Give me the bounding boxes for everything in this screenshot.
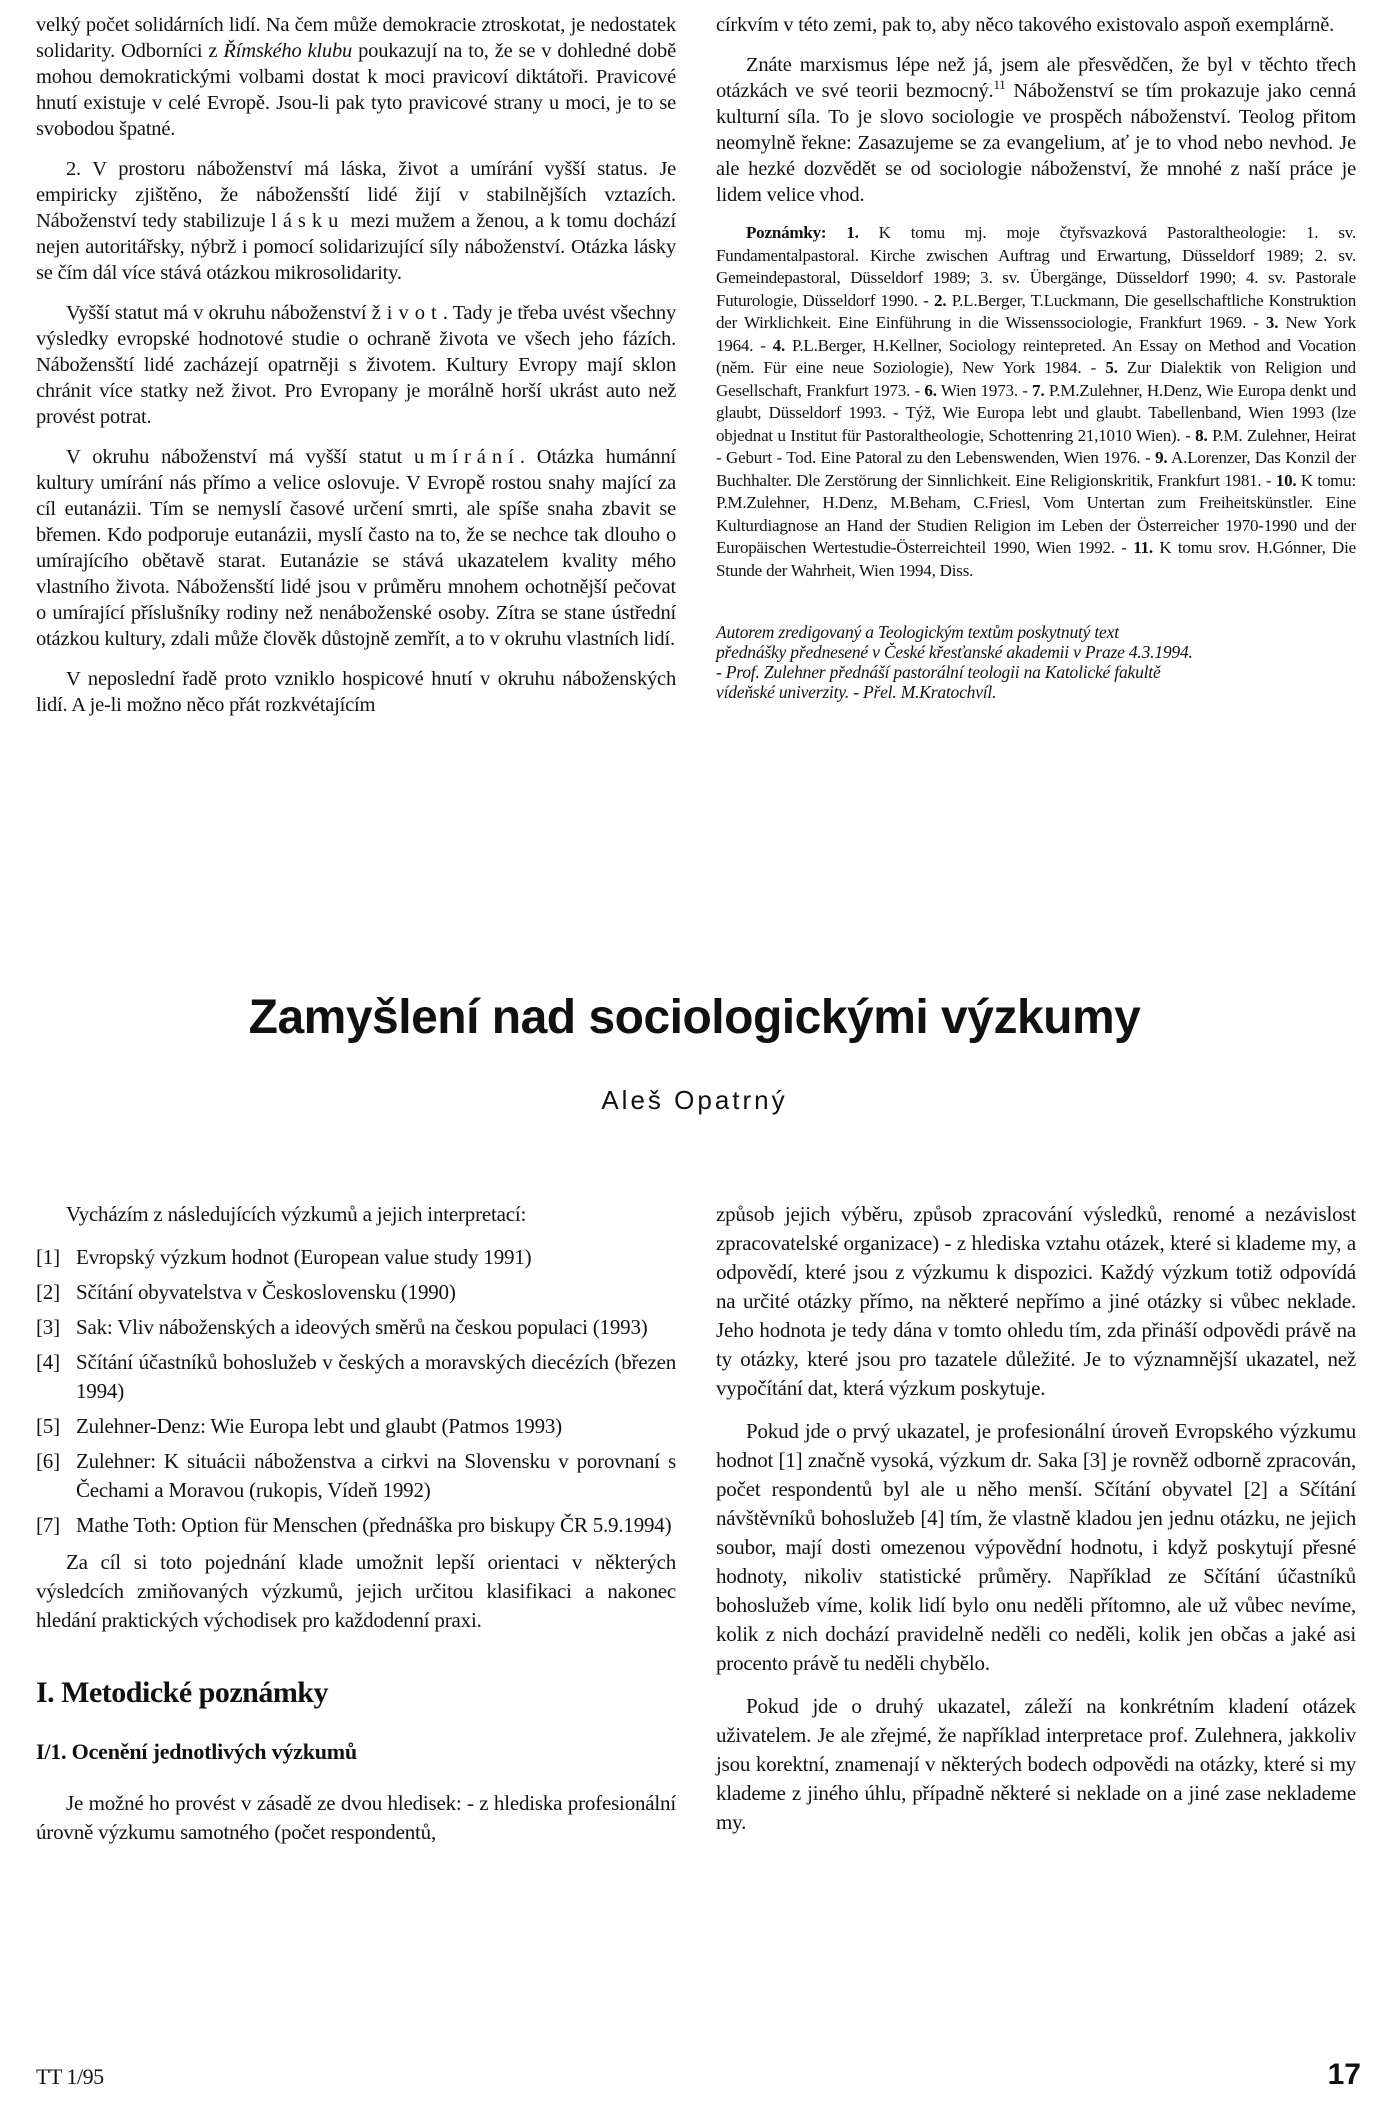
paragraph	[716, 52, 1356, 208]
bold-text: 6.	[924, 380, 937, 400]
credit-line: Autorem zredigovaný a Teologickým textům poskytnutý text	[716, 622, 1119, 642]
text-run: . Tady je třeba uvést všechny výsledky evropské hodnotové studie o ochraně života ve všech jeho fázích. Nábožensští lidé zacházejí opatrněji s životem. Kultury Evropy mají sklon chránit více statky než život. Pro Evropany je morálně horší ukrást auto než provést potrat.	[36, 302, 677, 428]
italic-text: Římského klubu	[223, 40, 353, 62]
previous-article-paragraphs	[716, 12, 1356, 208]
footnotes	[716, 222, 1356, 582]
text-run: Náboženství se tím prokazuje jako cenná kulturní síla. To je slovo sociologie ve prospěch náboženství. Teolog přitom neomylně řekne: Zasazujeme se za evangelium, ať je to vhod nebo nevhod. Je ale hezké dozvědět se od sociologie náboženství, že mnohé z naší práce je lidem velice vhod.	[716, 80, 1356, 206]
footnote-marker: 11	[993, 77, 1006, 92]
text-run: V neposlední řadě proto vzniklo hospicové hnutí v okruhu náboženských lidí. A je-li možno něco přát rozkvétajícím	[36, 668, 676, 716]
reference-text: Zulehner-Denz: Wie Europa lebt und glaubt (Patmos 1993)	[76, 1414, 562, 1438]
note-text: K tomu: P.M.Zulehner, H.Denz, M.Beham, C.Friesl, Vom Untertan zum Freiheitskünstler. Eine Kulturdiagnose an Hand der Studien Religion im Leben der Österreicher 1970-1990 und der Europäischen Wertestudie-Österreichteil 1990, Wien 1992. -	[716, 470, 1356, 557]
reference-number: [5]	[36, 1414, 60, 1438]
previous-article-right-column	[716, 12, 1356, 702]
reference-number: [7]	[36, 1513, 60, 1537]
reference-number: [3]	[36, 1315, 60, 1339]
bold-text: 7.	[1032, 380, 1045, 400]
paragraph: Pokud jde o prvý ukazatel, je profesionální úroveň Evropského výzkumu hodnot [1] značně vysoká, výzkum dr. Saka [3] je rovněž odborně zpracován, počet respondentů byl ale u něho menší. Sčítání obyvatel [2] a Sčítání návštěvníků bohoslužeb [4] tím, že vlastně kladou jen jednu otázku, ne jejich soubor, mají dosti omezenou výpovědní hodnotu, i když poskytují přesné hodnoty, nikoliv statistické průměry. Například ze Sčítání účastníků bohoslužeb víme, kolik lidí bylo onu neděli přítomno, ale už vůbec nevíme, kolik z nich dochází pravidelně neděli co neděli, kolik jen občas a jaké asi procento právě tu neděli chybělo.	[716, 1419, 1356, 1675]
text-run: Znáte marxismus lépe než já, jsem ale přesvědčen, že byl v těchto třech otázkách ve své teorii bezmocný.	[716, 54, 1356, 102]
bold-text: 8.	[1195, 425, 1208, 445]
text-run: mezi mužem a ženou, a k tomu dochází nejen autoritářsky, nýbrž i pomocí solidarizující síly náboženství. Otázka lásky se čím dál více stává otázkou mikrosolidarity.	[36, 210, 676, 284]
text-run: . Otázka humánní kultury umírání nás přímo a velice oslovuje. V Evropě rostou snahy mající za cíl eutanázii. Tím se nemyslí časové určení smrti, ale spíše snaha zbavit se břemen. Kdo podporuje eutanázii, myslí často na to, že se nechce tak dlouho o umírajícího obětavě starat. Eutanázie se stává ukazatelem kvality mého vlastního života. Nábožensští lidé jsou v průměru mnohem ochotnější pečovat o umírající příslušníky rodiny než nenáboženské osoby. Zítra se stane ústřední otázkou kultury, zdali může člověk důstojně zemřít, a to v okruhu vlastních lidí.	[36, 446, 676, 650]
aim-paragraph: Za cíl si toto pojednání klade umožnit lepší orientaci v některých výsledcích zmiňovaných výzkumů, jejich určitou klasifikaci a nakonec hledání praktických východisek pro každodenní praxi.	[36, 1550, 676, 1632]
credit-line: vídeňské univerzity. - Přel. M.Kratochvíl.	[716, 682, 997, 702]
text-run: V okruhu náboženství má vyšší statut	[66, 446, 415, 468]
subsection-paragraph: Je možné ho provést v zásadě ze dvou hledisek: - z hlediska profesionální úrovně výzkumu samotného (počet respondentů,	[36, 1791, 676, 1844]
reference-list	[36, 1243, 676, 1540]
paragraph	[36, 444, 676, 652]
issue-label: TT 1/95	[36, 2064, 104, 2089]
paragraph: Pokud jde o druhý ukazatel, záleží na konkrétním kladení otázek uživatelem. Je ale zřejmé, že například interpretace prof. Zulehnera, jakkoliv jsou korektní, znamenají v některých bodech odpovědi na otázky, které si my klademe z jiného úhlu, případně některé si neklade on a jiné zase neklademe my.	[716, 1694, 1356, 1834]
text-run: 2. V prostoru náboženství má láska, život a umírání vyšší status. Je empiricky zjištěno, že nábožensští lidé žijí v stabilnějších vztazích. Náboženství tedy stabilizuje	[36, 158, 676, 232]
paragraph	[36, 156, 676, 286]
text-run: velký počet solidárních lidí. Na čem může demokracie ztroskotat, je nedostatek solidarity. Odborníci z	[36, 14, 676, 62]
article-left-column	[36, 1200, 676, 1861]
note-text: P.M.Zulehner, H.Denz, Wie Europa denkt und glaubt, Düsseldorf 1993. - Týž, Wie Europa lebt und glaubt. Tabellenband, Wien 1993 (lze objednat u Institut für Pastoraltheologie, Schottenring 21,1010 Wien). -	[716, 380, 1356, 445]
text-run: poukazují na to, že se v dohledné době mohou demokratickými volbami dostat k moci pravicoví diktátoři. Pravicové hnutí existuje v celé Evropě. Jsou-li pak tyto pravicové strany u moci, je to se svobodou špatné.	[36, 40, 676, 140]
article-right-column	[716, 1200, 1356, 1851]
reference-item	[36, 1243, 676, 1272]
reference-item	[36, 1278, 676, 1307]
bold-text: 10.	[1275, 470, 1297, 490]
note-text: P.M. Zulehner, Heirat - Geburt - Tod. Eine Patoral zu den Lebenswenden, Wien 1976. -	[716, 425, 1356, 467]
reference-item	[36, 1348, 676, 1406]
paragraph	[36, 666, 676, 718]
emphasized-word: umírání	[414, 446, 520, 468]
text-run: církvím v této zemi, pak to, aby něco takového existovalo aspoň exemplárně.	[716, 14, 1335, 36]
bold-text: 9.	[1155, 448, 1168, 467]
reference-text: Zulehner: K situácii náboženstva a cirkvi na Slovensku v porovnaní s Čechami a Moravou (rukopis, Vídeň 1992)	[76, 1449, 676, 1502]
reference-text: Evropský výzkum hodnot (European value study 1991)	[76, 1245, 532, 1269]
paragraph	[36, 300, 676, 430]
note-text: K tomu srov. H.Gónner, Die Stunde der Wahrheit, Wien 1994, Diss.	[716, 538, 1357, 580]
credit-line: přednášky přednesené v České křesťanské akademii v Praze 4.3.1994.	[716, 642, 1193, 662]
note-text: K tomu mj. moje čtyřsvazková Pastoraltheologie: 1. sv. Fundamentalpastoral. Kirche zwischen Auftrag und Erwartung, Düsseldorf 1989; 2. sv. Gemeindepastoral, Düsseldorf 1989; 3. sv. Übergänge, Düsseldorf 1990; 4. sv. Pastorale Futurologie, Düsseldorf 1990. -	[716, 223, 1357, 310]
reference-text: Sčítání obyvatelstva v Československu (1990)	[76, 1280, 456, 1304]
bold-text: 5.	[1105, 358, 1118, 377]
paragraph	[716, 12, 1356, 38]
reference-item	[36, 1313, 676, 1342]
reference-item	[36, 1511, 676, 1540]
bold-text: 4.	[772, 335, 785, 355]
reference-number: [4]	[36, 1350, 60, 1374]
section-heading: I. Metodické poznámky	[36, 1676, 328, 1709]
reference-number: [1]	[36, 1245, 60, 1269]
emphasized-word: život	[371, 302, 443, 324]
previous-article-left-column	[36, 12, 676, 732]
note-text: Wien 1973. -	[936, 380, 1033, 400]
text-run: Vyšší statut má v okruhu náboženství	[66, 302, 372, 324]
reference-text: Sak: Vliv náboženských a ideových směrů na českou populaci (1993)	[76, 1315, 648, 1339]
note-text: P.L.Berger, T.Luckmann, Die gesellschaftliche Konstruktion der Wirklichkeit. Eine Einführung in die Wissenssociologie, Frankfurt 1969. -	[716, 290, 1356, 332]
bold-text: 3.	[1265, 313, 1279, 332]
page-number: 17	[1327, 2058, 1361, 2091]
article-title: Zamyšlení nad sociologickými výzkumy	[248, 991, 1141, 1044]
reference-text: Sčítání účastníků bohoslužeb v českých a moravských diecézích (březen 1994)	[76, 1350, 676, 1403]
reference-item	[36, 1447, 676, 1505]
reference-item	[36, 1412, 676, 1441]
bold-text: 11.	[1133, 538, 1153, 557]
bold-text: 2.	[934, 290, 947, 310]
note-text: A.Lorenzer, Das Konzil der Buchhalter. Dle Zerstörung der Sinnlichkeit. Eine Religionskritik, Frankfurt 1981. -	[716, 448, 1357, 490]
intro-paragraph: Vycházím z následujících výzkumů a jejich interpretací:	[66, 1202, 527, 1226]
note-text: Zur Dialektik von Religion und Gesellschaft, Frankfurt 1973. -	[716, 358, 1356, 400]
translation-credit	[716, 622, 1356, 702]
article-author: Aleš Opatrný	[601, 1085, 788, 1115]
note-text: New York 1964. -	[716, 313, 1356, 355]
note-text: P.L.Berger, H.Kellner, Sociology reintepreted. An Essay on Method and Vocation (něm. Für eine neue Soziologie), New York 1984. -	[716, 335, 1356, 377]
emphasized-word: lásku	[271, 210, 345, 232]
reference-number: [2]	[36, 1280, 60, 1304]
paragraph	[36, 12, 676, 142]
bold-text: Poznámky: 1.	[746, 223, 859, 242]
subsection-heading: I/1. Ocenění jednotlivých výzkumů	[36, 1739, 357, 1764]
paragraph: způsob jejich výběru, způsob zpracování výsledků, renomé a nezávislost zpracovatelské organizace) - z hlediska vztahu otázek, které si klademe my, a odpovědí, které jsou z výzkumu k dispozici. Každý výzkum totiž odpovídá na určité otázky přímo, na některé nepřímo a jiné otázky si vůbec neklade. Jeho hodnota je tedy dána v tomto ohledu tím, zda přináší odpovědi právě na ty otázky, které jsou pro tazatele důležité. Je to významnější ukazatel, než vypočítání dat, která výzkum poskytuje.	[716, 1202, 1356, 1400]
reference-number: [6]	[36, 1449, 60, 1473]
reference-text: Mathe Toth: Option für Menschen (přednáška pro biskupy ČR 5.9.1994)	[76, 1513, 672, 1537]
credit-line: - Prof. Zulehner přednáší pastorální teologii na Katolické fakultě	[716, 662, 1161, 682]
